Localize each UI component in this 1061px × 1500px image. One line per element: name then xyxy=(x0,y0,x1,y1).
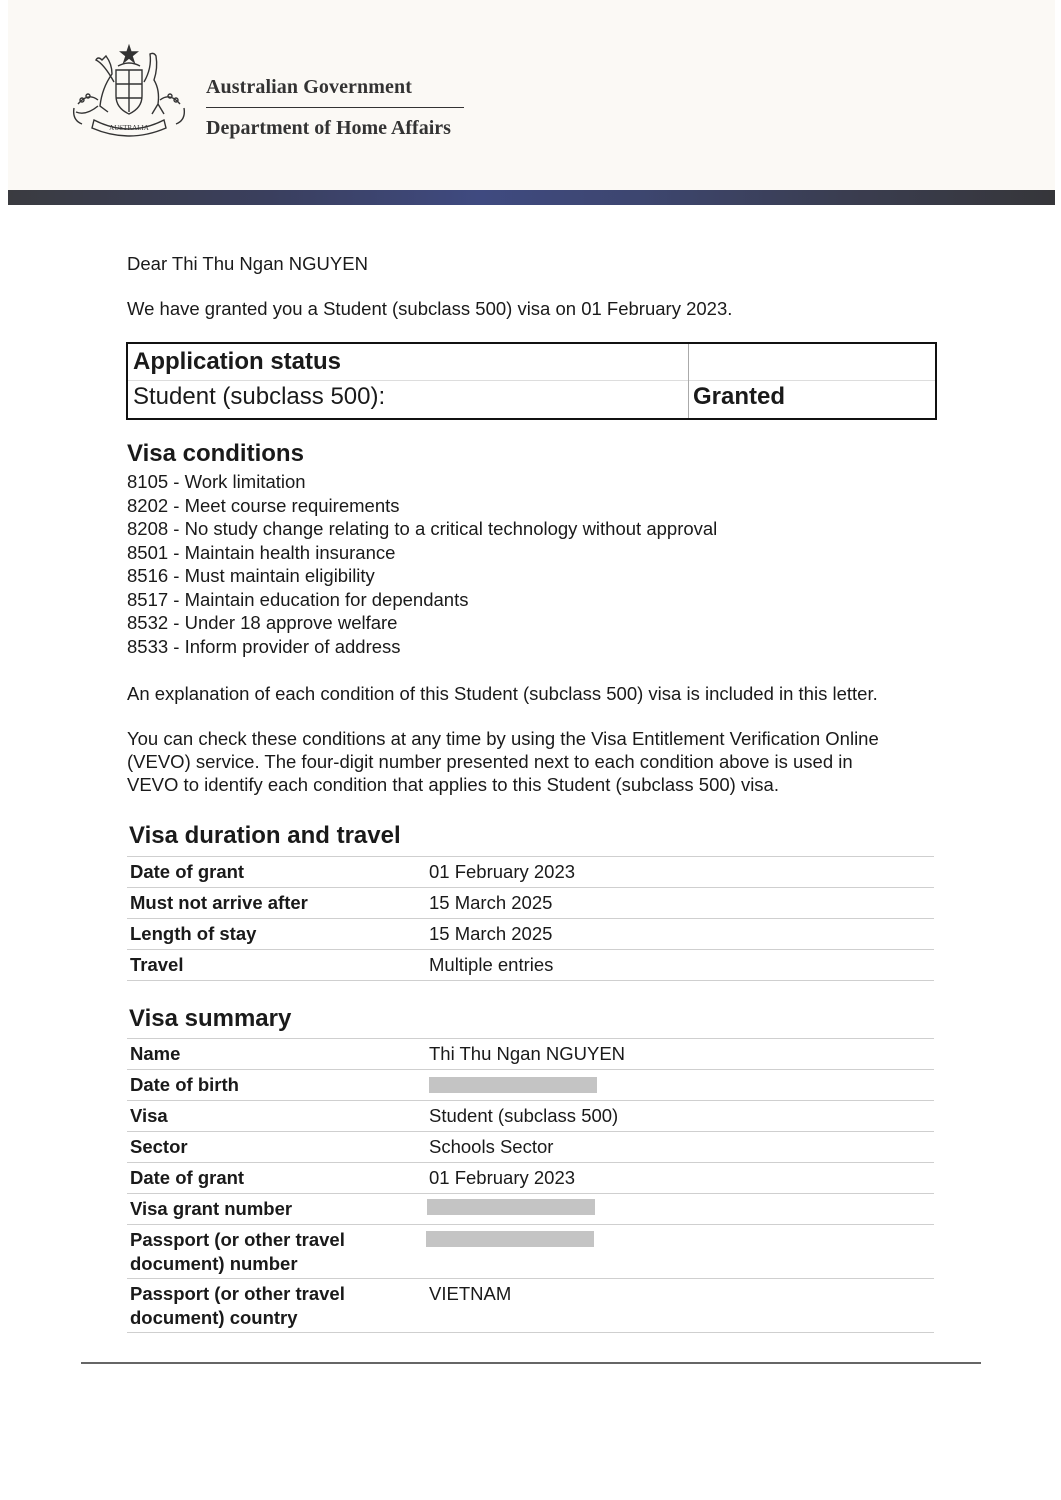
table-row xyxy=(127,1278,934,1333)
row-value: 15 March 2025 xyxy=(429,923,553,944)
row-label: Passport (or other travel document) country xyxy=(130,1283,345,1328)
visa-duration-table xyxy=(127,856,934,981)
conditions-explanation: An explanation of each condition of this Student (subclass 500) visa is included in this letter. xyxy=(127,683,878,704)
row-label: Name xyxy=(130,1043,181,1064)
vevo-paragraph-line-2: (VEVO) service. The four-digit number presented next to each condition above is used in xyxy=(127,751,853,772)
condition-item: 8202 - Meet course requirements xyxy=(127,494,400,516)
row-label: Date of grant xyxy=(130,861,245,882)
row-label: Travel xyxy=(130,954,184,975)
visa-conditions-list xyxy=(127,470,717,658)
salutation: Dear Thi Thu Ngan NGUYEN xyxy=(127,253,368,274)
grant-intro: We have granted you a Student (subclass 500) visa on 01 February 2023. xyxy=(127,298,733,319)
visa-summary-table xyxy=(127,1038,934,1333)
condition-item: 8516 - Must maintain eligibility xyxy=(127,565,375,586)
condition-item: 8517 - Maintain education for dependants xyxy=(127,588,469,610)
table-row xyxy=(127,1224,934,1278)
row-label: Visa xyxy=(130,1105,168,1126)
vevo-paragraph-line-1: You can check these conditions at any time by using the Visa Entitlement Verification Online xyxy=(127,728,879,749)
row-label: Date of birth xyxy=(130,1074,239,1095)
svg-text:AUSTRALIA: AUSTRALIA xyxy=(109,124,149,132)
government-name: Australian Government xyxy=(206,76,412,98)
footer-divider xyxy=(81,1362,981,1364)
row-value: 01 February 2023 xyxy=(429,1167,576,1188)
department-name: Department of Home Affairs xyxy=(206,117,451,139)
application-status-label: Student (subclass 500): xyxy=(133,383,386,410)
table-row xyxy=(127,1100,934,1131)
table-row xyxy=(127,1131,934,1162)
row-label: Date of grant xyxy=(130,1167,245,1188)
table-row xyxy=(127,1193,934,1224)
row-value: Thi Thu Ngan NGUYEN xyxy=(429,1043,626,1064)
row-label: Length of stay xyxy=(130,923,257,944)
header-band xyxy=(8,190,1055,205)
row-label: Passport (or other travel document) number xyxy=(130,1229,345,1274)
condition-item: 8105 - Work limitation xyxy=(127,471,306,492)
table-row xyxy=(127,1162,934,1193)
visa-conditions-heading: Visa conditions xyxy=(127,440,304,467)
table-row xyxy=(127,918,934,949)
row-value: Multiple entries xyxy=(429,954,554,975)
row-value: Student (subclass 500) xyxy=(429,1105,619,1126)
row-value: Schools Sector xyxy=(429,1136,554,1157)
status-divider xyxy=(128,380,935,381)
row-value: VIETNAM xyxy=(429,1283,512,1304)
application-status-box xyxy=(126,342,937,420)
table-row xyxy=(127,1069,934,1100)
application-status-value: Granted xyxy=(693,383,786,410)
application-status-heading: Application status xyxy=(133,348,342,375)
visa-duration-heading: Visa duration and travel xyxy=(129,822,401,849)
condition-item: 8533 - Inform provider of address xyxy=(127,635,401,657)
table-row xyxy=(127,856,934,887)
header-divider xyxy=(206,107,464,108)
letterhead xyxy=(8,0,1055,190)
row-label: Sector xyxy=(130,1136,188,1157)
row-label: Must not arrive after xyxy=(130,892,308,913)
redacted-value xyxy=(426,1231,594,1247)
coat-of-arms-icon xyxy=(68,42,190,142)
vevo-paragraph-line-3: VEVO to identify each condition that applies to this Student (subclass 500) visa. xyxy=(127,774,779,795)
condition-item: 8532 - Under 18 approve welfare xyxy=(127,612,398,633)
status-column-divider xyxy=(688,344,689,418)
table-row xyxy=(127,1038,934,1069)
redacted-value xyxy=(427,1199,595,1215)
condition-item: 8208 - No study change relating to a critical technology without approval xyxy=(127,518,718,539)
table-row xyxy=(127,887,934,918)
row-label: Visa grant number xyxy=(130,1198,293,1219)
row-value: 15 March 2025 xyxy=(429,892,553,913)
table-row xyxy=(127,949,934,981)
redacted-value xyxy=(429,1077,597,1093)
row-value: 01 February 2023 xyxy=(429,861,576,882)
visa-summary-heading: Visa summary xyxy=(129,1005,292,1032)
condition-item: 8501 - Maintain health insurance xyxy=(127,541,396,563)
